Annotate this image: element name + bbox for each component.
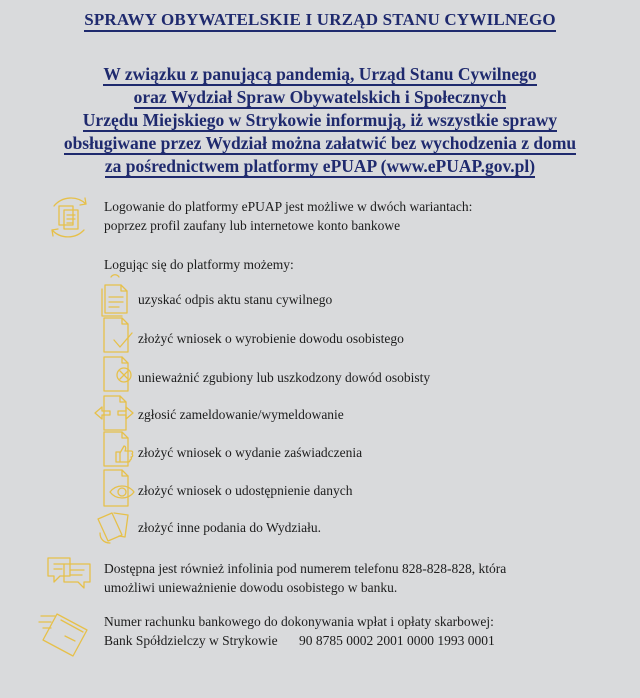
option-item: zgłosić zameldowanie/wymeldowanie	[138, 407, 344, 422]
option-item: unieważnić zgubiony lub uszkodzony dowód osobisty	[138, 370, 431, 385]
option-item: złożyć wniosek o wyrobienie dowodu osobistego	[138, 331, 404, 346]
payment-card-icon	[35, 606, 95, 662]
notice-line: obsługiwane przez Wydział można załatwić bez wychodzenia z domu	[63, 133, 577, 153]
page-title: SPRAWY OBYWATELSKIE I URZĄD STANU CYWILNEGO	[0, 10, 640, 30]
document-cancel-icon	[100, 353, 138, 395]
option-item: złożyć inne podania do Wydziału.	[138, 520, 322, 535]
login-info: Logowanie do platformy ePUAP jest możliwe w dwóch wariantach: poprzez profil zaufany lub internetowe konto bankowe	[104, 199, 473, 233]
notice-line: Urzędu Miejskiego w Strykowie informują, iż wszystkie sprawy	[82, 110, 558, 130]
document-thumb-icon	[100, 428, 138, 470]
pandemic-notice	[0, 63, 640, 178]
document-stack-icon	[97, 273, 135, 317]
hotline-info: Dostępna jest również infolinia pod numerem telefonu 828-828-828, która umożliwi unieważnienie dowodu osobistego w banku.	[104, 561, 507, 595]
notice-line: oraz Wydział Spraw Obywatelskich i Społecznych	[133, 87, 507, 107]
account-number: 90 8785 0002 2001 0000 1993 0001	[298, 633, 495, 648]
options-intro: Logując się do platformy możemy:	[104, 257, 294, 272]
option-item: uzyskać odpis aktu stanu cywilnego	[138, 292, 333, 307]
option-item: złożyć wniosek o udostępnienie danych	[138, 483, 353, 498]
notice-line: W związku z panującą pandemią, Urząd Stanu Cywilnego	[103, 64, 537, 84]
option-item: złożyć wniosek o wydanie zaświadczenia	[138, 445, 363, 460]
documents-icon	[94, 505, 138, 547]
notice-line: za pośrednictwem platformy ePUAP (www.ePUAP.gov.pl)	[104, 156, 536, 176]
bank-info: Numer rachunku bankowego do dokonywania wpłat i opłaty skarbowej: Bank Spółdzielczy w Strykowie 90 8785 0002 2001 0000 1993 0001	[104, 614, 495, 648]
document-eye-icon	[100, 466, 140, 510]
phone-chat-icon	[42, 548, 98, 594]
document-check-icon	[100, 314, 138, 356]
documents-cycle-icon	[42, 192, 96, 242]
bank-name: Bank Spółdzielczy w Strykowie	[104, 633, 278, 648]
